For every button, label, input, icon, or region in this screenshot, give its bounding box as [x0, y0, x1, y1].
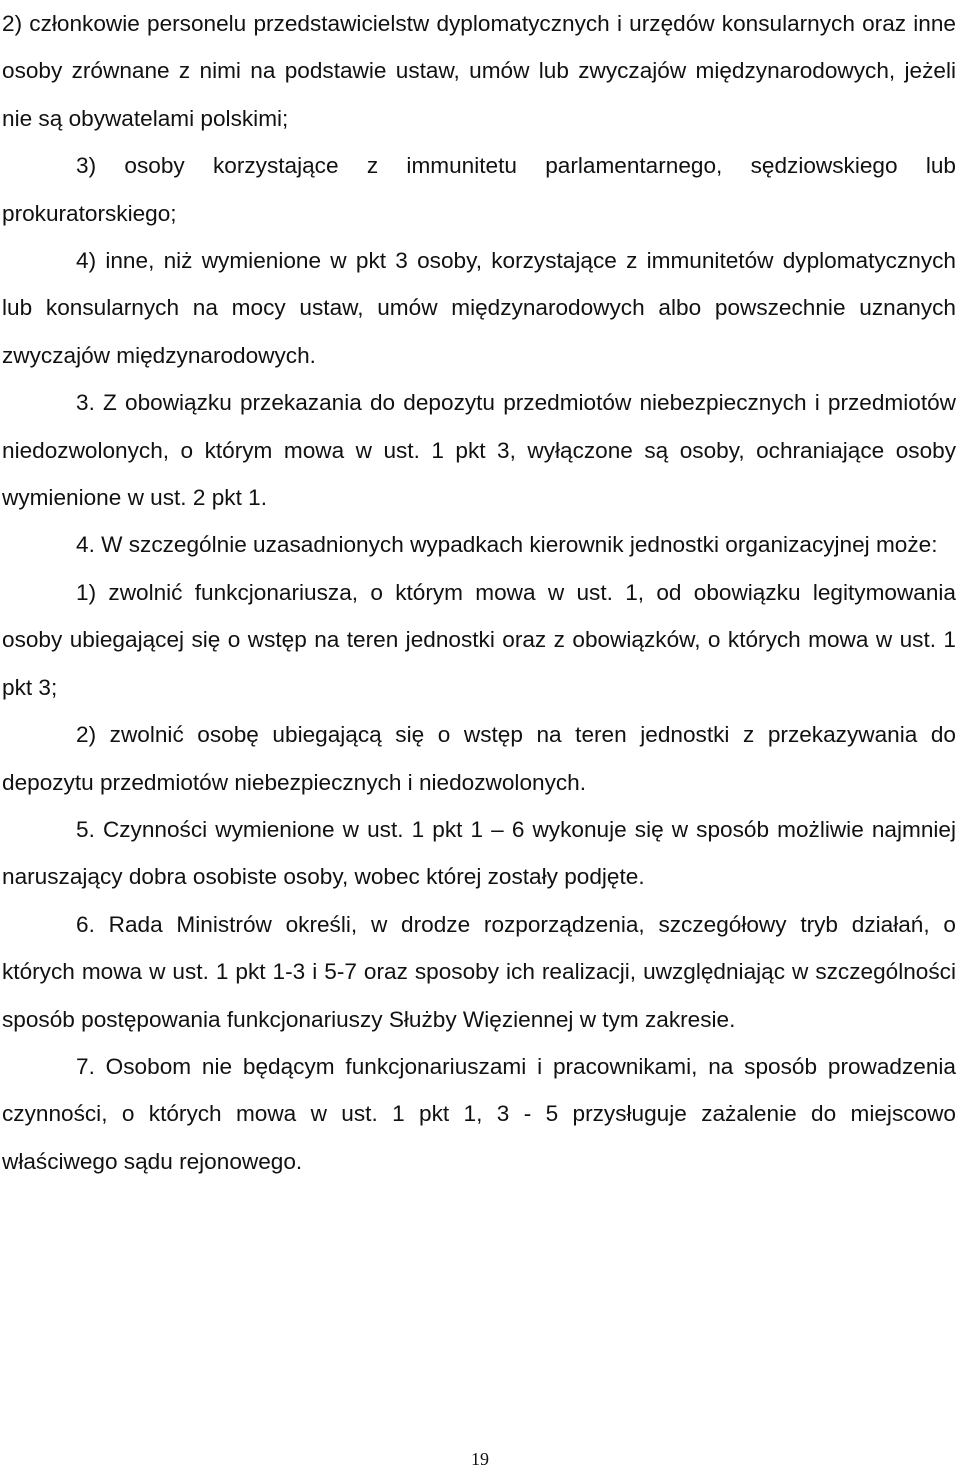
paragraph-section-3: 3. Z obowiązku przekazania do depozytu przedmiotów niebezpiecznych i przedmiotów niedozwolonych, o którym mowa w ust. 1 pkt 3, wyłączone są osoby, ochraniające osoby wymienione w ust. 2 pkt 1.	[2, 390, 956, 511]
paragraph-section-4-item-2: 2) zwolnić osobę ubiegającą się o wstęp na teren jednostki z przekazywania do depozytu przedmiotów niebezpiecznych i niedozwolonych.	[2, 722, 956, 795]
paragraph-section-7: 7. Osobom nie będącym funkcjonariuszami i pracownikami, na sposób prowadzenia czynności, o których mowa w ust. 1 pkt 1, 3 - 5 przysługuje zażalenie do miejscowo właściwego sądu rejonowego.	[2, 1053, 956, 1174]
paragraph-section-4: 4. W szczególnie uzasadnionych wypadkach kierownik jednostki organizacyjnej może:	[76, 532, 938, 558]
document-body	[2, 0, 956, 1185]
paragraph-item-2: 2) członkowie personelu przedstawicielstw dyplomatycznych i urzędów konsularnych oraz inne osoby zrównane z nimi na podstawie ustaw, umów lub zwyczajów międzynarodowych, jeżeli nie są obywatelami polskimi;	[2, 11, 956, 131]
paragraph-item-3: 3) osoby korzystające z immunitetu parlamentarnego, sędziowskiego lub prokuratorskiego;	[2, 153, 956, 226]
paragraph-section-6: 6. Rada Ministrów określi, w drodze rozporządzenia, szczegółowy tryb działań, o których mowa w ust. 1 pkt 1-3 i 5-7 oraz sposoby ich realizacji, uwzględniając w szczególności sposób postępowania funkcjonariuszy Służby Więziennej w tym zakresie.	[2, 911, 956, 1032]
paragraph-section-5: 5. Czynności wymienione w ust. 1 pkt 1 – 6 wykonuje się w sposób możliwie najmniej naruszający dobra osobiste osoby, wobec której zostały podjęte.	[2, 816, 956, 890]
paragraph-section-4-item-1: 1) zwolnić funkcjonariusza, o którym mowa w ust. 1, od obowiązku legitymowania osoby ubiegającej się o wstęp na teren jednostki oraz z obowiązków, o których mowa w ust. 1 pkt 3;	[2, 579, 956, 700]
page-number: 19	[471, 1449, 489, 1469]
paragraph-item-4: 4) inne, niż wymienione w pkt 3 osoby, korzystające z immunitetów dyplomatycznych lub konsularnych na mocy ustaw, umów międzynarodowych albo powszechnie uznanych zwyczajów międzynarodowych.	[2, 248, 956, 368]
